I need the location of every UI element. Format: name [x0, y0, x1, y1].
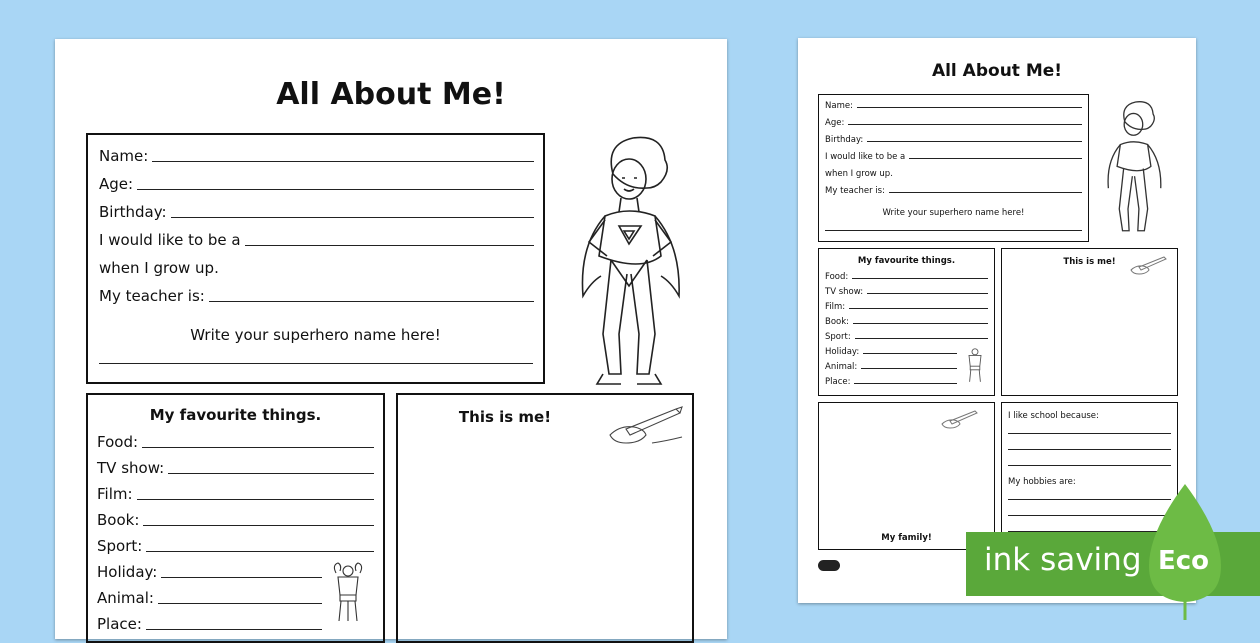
strongman-icon [328, 563, 368, 623]
fav-holiday-row-small [825, 347, 957, 357]
would-like-row-small [825, 152, 1082, 162]
fav-animal-row-small [825, 362, 957, 372]
superhero-girl-illustration [575, 134, 685, 384]
fav-sport-label: Sport: [97, 537, 143, 555]
this-is-me-label: This is me! [458, 408, 552, 426]
would-like-line[interactable] [245, 245, 534, 246]
teacher-label: My teacher is: [99, 287, 205, 305]
would-like-label-small: I would like to be a [825, 152, 906, 162]
favourite-things-box-small [818, 248, 995, 396]
would-like-line-small[interactable] [909, 158, 1082, 159]
worksheet-title: All About Me! [276, 77, 506, 112]
fav-book-row [97, 511, 374, 529]
fav-sport-line-small[interactable] [855, 338, 988, 339]
superhero-prompt-small: Write your superhero name here! [882, 208, 1025, 218]
name-label-small: Name: [825, 101, 853, 111]
name-line-small[interactable] [857, 107, 1082, 108]
fav-book-label-small: Book: [825, 317, 850, 327]
fav-film-label: Film: [97, 485, 133, 503]
fav-book-line-small[interactable] [853, 323, 988, 324]
grow-up-row-small [825, 169, 893, 179]
fav-animal-row [97, 589, 322, 607]
birthday-row-small [825, 135, 1082, 145]
age-row [99, 175, 534, 193]
age-label: Age: [99, 175, 134, 193]
fav-tv-row-small [825, 287, 988, 297]
superhero-girl-illustration-small [1104, 94, 1164, 242]
fav-place-label: Place: [97, 615, 142, 633]
fav-holiday-line[interactable] [161, 577, 322, 578]
superhero-name-line[interactable] [99, 363, 533, 364]
worksheet-large [55, 39, 727, 639]
fav-book-label: Book: [97, 511, 140, 529]
fav-tv-line[interactable] [168, 473, 374, 474]
fav-film-row-small [825, 302, 988, 312]
fav-tv-row [97, 459, 374, 477]
fav-tv-label: TV show: [97, 459, 165, 477]
this-is-me-box-small[interactable] [1001, 248, 1178, 396]
birthday-label-small: Birthday: [825, 135, 864, 145]
fav-book-line[interactable] [143, 525, 374, 526]
birthday-line-small[interactable] [867, 141, 1082, 142]
age-label-small: Age: [825, 118, 845, 128]
about-me-box [86, 133, 545, 384]
fav-tv-label-small: TV show: [825, 287, 864, 297]
fav-place-row-small [825, 377, 957, 387]
teacher-line[interactable] [209, 301, 534, 302]
school-label-small: I like school because: [1008, 411, 1099, 421]
age-line[interactable] [137, 189, 534, 190]
family-box-small[interactable] [818, 402, 995, 550]
teacher-row-small [825, 186, 1082, 196]
teacher-row [99, 287, 534, 305]
fav-holiday-label-small: Holiday: [825, 347, 860, 357]
pencil-hand-icon-small [1130, 255, 1170, 275]
school-row-small [1008, 411, 1099, 421]
fav-film-label-small: Film: [825, 302, 846, 312]
brand-logo [818, 560, 840, 571]
worksheet-small [798, 38, 1196, 603]
ink-saving-label: ink saving [984, 542, 1142, 578]
fav-sport-line[interactable] [146, 551, 374, 552]
fav-holiday-row [97, 563, 322, 581]
school-line-2[interactable] [1008, 449, 1171, 450]
fav-sport-row [97, 537, 374, 555]
favourite-things-title: My favourite things. [149, 406, 322, 424]
pencil-hand-icon [608, 405, 688, 445]
grow-up-label-small: when I grow up. [825, 169, 893, 179]
fav-food-label: Food: [97, 433, 139, 451]
fav-animal-label: Animal: [97, 589, 154, 607]
this-is-me-box[interactable] [396, 393, 694, 643]
name-row-small [825, 101, 1082, 111]
favourite-things-title-small: My favourite things. [857, 256, 956, 266]
fav-film-row [97, 485, 374, 503]
would-like-row [99, 231, 534, 249]
name-label: Name: [99, 147, 149, 165]
superhero-name-line-small[interactable] [825, 230, 1082, 231]
fav-food-row-small [825, 272, 988, 282]
name-line[interactable] [152, 161, 534, 162]
birthday-label: Birthday: [99, 203, 167, 221]
name-row [99, 147, 534, 165]
would-like-label: I would like to be a [99, 231, 241, 249]
hobbies-label-small: My hobbies are: [1008, 477, 1076, 487]
fav-animal-line-small[interactable] [861, 368, 957, 369]
fav-tv-line-small[interactable] [867, 293, 988, 294]
fav-film-line[interactable] [137, 499, 374, 500]
family-label-small: My family! [881, 533, 932, 543]
birthday-line[interactable] [171, 217, 534, 218]
about-me-box-small [818, 94, 1089, 242]
fav-book-row-small [825, 317, 988, 327]
eco-label: Eco [1158, 546, 1210, 576]
fav-food-label-small: Food: [825, 272, 849, 282]
fav-sport-row-small [825, 332, 988, 342]
worksheet-title-small: All About Me! [931, 61, 1063, 81]
fav-place-row [97, 615, 322, 633]
teacher-line-small[interactable] [889, 192, 1082, 193]
school-line-3[interactable] [1008, 465, 1171, 466]
favourite-things-box [86, 393, 385, 643]
fav-sport-label-small: Sport: [825, 332, 851, 342]
fav-food-line-small[interactable] [852, 278, 988, 279]
grow-up-label: when I grow up. [99, 259, 219, 277]
school-line-1[interactable] [1008, 433, 1171, 434]
fav-animal-line[interactable] [158, 603, 322, 604]
birthday-row [99, 203, 534, 221]
age-row-small [825, 118, 1082, 128]
grow-up-row [99, 259, 219, 277]
this-is-me-label-small: This is me! [1063, 257, 1116, 267]
fav-holiday-line-small[interactable] [863, 353, 957, 354]
fav-food-line[interactable] [142, 447, 374, 448]
age-line-small[interactable] [848, 124, 1082, 125]
fav-animal-label-small: Animal: [825, 362, 858, 372]
fav-place-line-small[interactable] [854, 383, 957, 384]
fav-holiday-label: Holiday: [97, 563, 158, 581]
fav-film-line-small[interactable] [849, 308, 988, 309]
fav-food-row [97, 433, 374, 451]
superhero-prompt: Write your superhero name here! [190, 326, 441, 344]
strongman-icon-small [963, 347, 987, 383]
fav-place-label-small: Place: [825, 377, 851, 387]
pencil-hand-icon-family [941, 409, 981, 429]
teacher-label-small: My teacher is: [825, 186, 885, 196]
hobbies-row-small [1008, 477, 1076, 487]
